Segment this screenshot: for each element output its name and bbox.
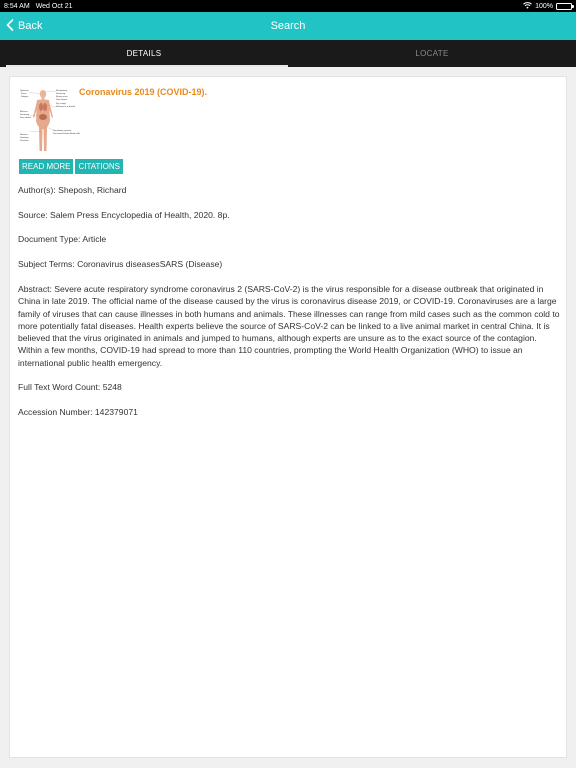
status-bar	[0, 0, 576, 12]
svg-text:Decreased white blood cells: Decreased white blood cells	[53, 133, 81, 135]
svg-text:Systemic: Systemic	[20, 90, 29, 92]
svg-text:Fatigue: Fatigue	[21, 96, 29, 98]
subject-terms-field: Subject Terms: Coronavirus diseasesSARS (Disease)	[18, 259, 223, 269]
article-detail-card	[9, 76, 567, 758]
status-date: Wed Oct 21	[35, 2, 73, 10]
svg-text:Shortness of breath: Shortness of breath	[56, 106, 76, 108]
svg-text:Fever: Fever	[21, 93, 27, 95]
svg-text:Nausea: Nausea	[20, 134, 28, 136]
svg-text:Circulatory system: Circulatory system	[53, 130, 71, 132]
authors-field: Author(s): Sheposh, Richard	[18, 185, 127, 195]
tab-details[interactable]: DETAILS	[0, 40, 288, 67]
svg-text:Sore throat: Sore throat	[20, 117, 31, 119]
svg-text:Mucous: Mucous	[20, 111, 28, 113]
svg-text:Runny nose: Runny nose	[56, 96, 68, 98]
svg-text:Respiratory: Respiratory	[56, 90, 68, 92]
word-count-field: Full Text Word Count: 5248	[18, 382, 122, 392]
article-title[interactable]: Coronavirus 2019 (COVID-19).	[79, 87, 208, 97]
svg-text:Dry cough: Dry cough	[56, 103, 66, 105]
accession-number-field: Accession Number: 142379071	[18, 407, 138, 417]
back-button[interactable]	[6, 12, 42, 40]
svg-text:Sneezing: Sneezing	[56, 93, 66, 95]
source-field: Source: Salem Press Encyclopedia of Health, 2020. 8p.	[18, 210, 230, 220]
page-title: Search	[270, 20, 306, 32]
navigation-bar	[0, 12, 576, 40]
abstract-field: Abstract: Severe acute respiratory syndrome coronavirus 2 (SARS-CoV-2) is the virus responsible for a disease outbreak that originated in China in late 2019. The official name of the disease caused by the virus is coronavirus disease 2019, or COVID-19. Coronaviruses are a large family of viruses that can cause illnesses in both humans and animals. These illnesses can range from mild cases such as the common cold to more potentially fatal diseases. Health experts believe the source of SARS-CoV-2 can be linked to a live animal market in central China. It is believed that the virus originated in animals and jumped to humans, although experts are unsure as to the exact source of the contagion. Within a few months, COVID-19 had spread to more than 110 countries, prompting the World Health Organization (WHO) to issue an international public health emergency.	[18, 284, 560, 368]
battery-icon	[556, 3, 572, 10]
battery-percent: 100%	[535, 2, 553, 10]
document-type-field: Document Type: Article	[18, 234, 107, 244]
action-buttons	[19, 159, 123, 174]
status-time: 8:54 AM	[4, 2, 30, 10]
chevron-left-icon	[6, 19, 14, 34]
tab-bar	[0, 40, 576, 67]
back-label: Back	[18, 20, 43, 32]
tab-locate[interactable]: LOCATE	[415, 49, 449, 58]
citations-button[interactable]: CITATIONS	[75, 159, 122, 174]
svg-text:Sore throat: Sore throat	[56, 99, 67, 101]
svg-text:Vomiting: Vomiting	[20, 137, 29, 139]
svg-text:Diarrhea: Diarrhea	[20, 140, 29, 142]
article-thumbnail[interactable]	[19, 87, 81, 153]
wifi-icon	[523, 2, 532, 11]
svg-text:Sneezing: Sneezing	[20, 114, 30, 116]
read-more-button[interactable]: READ MORE	[19, 159, 73, 174]
